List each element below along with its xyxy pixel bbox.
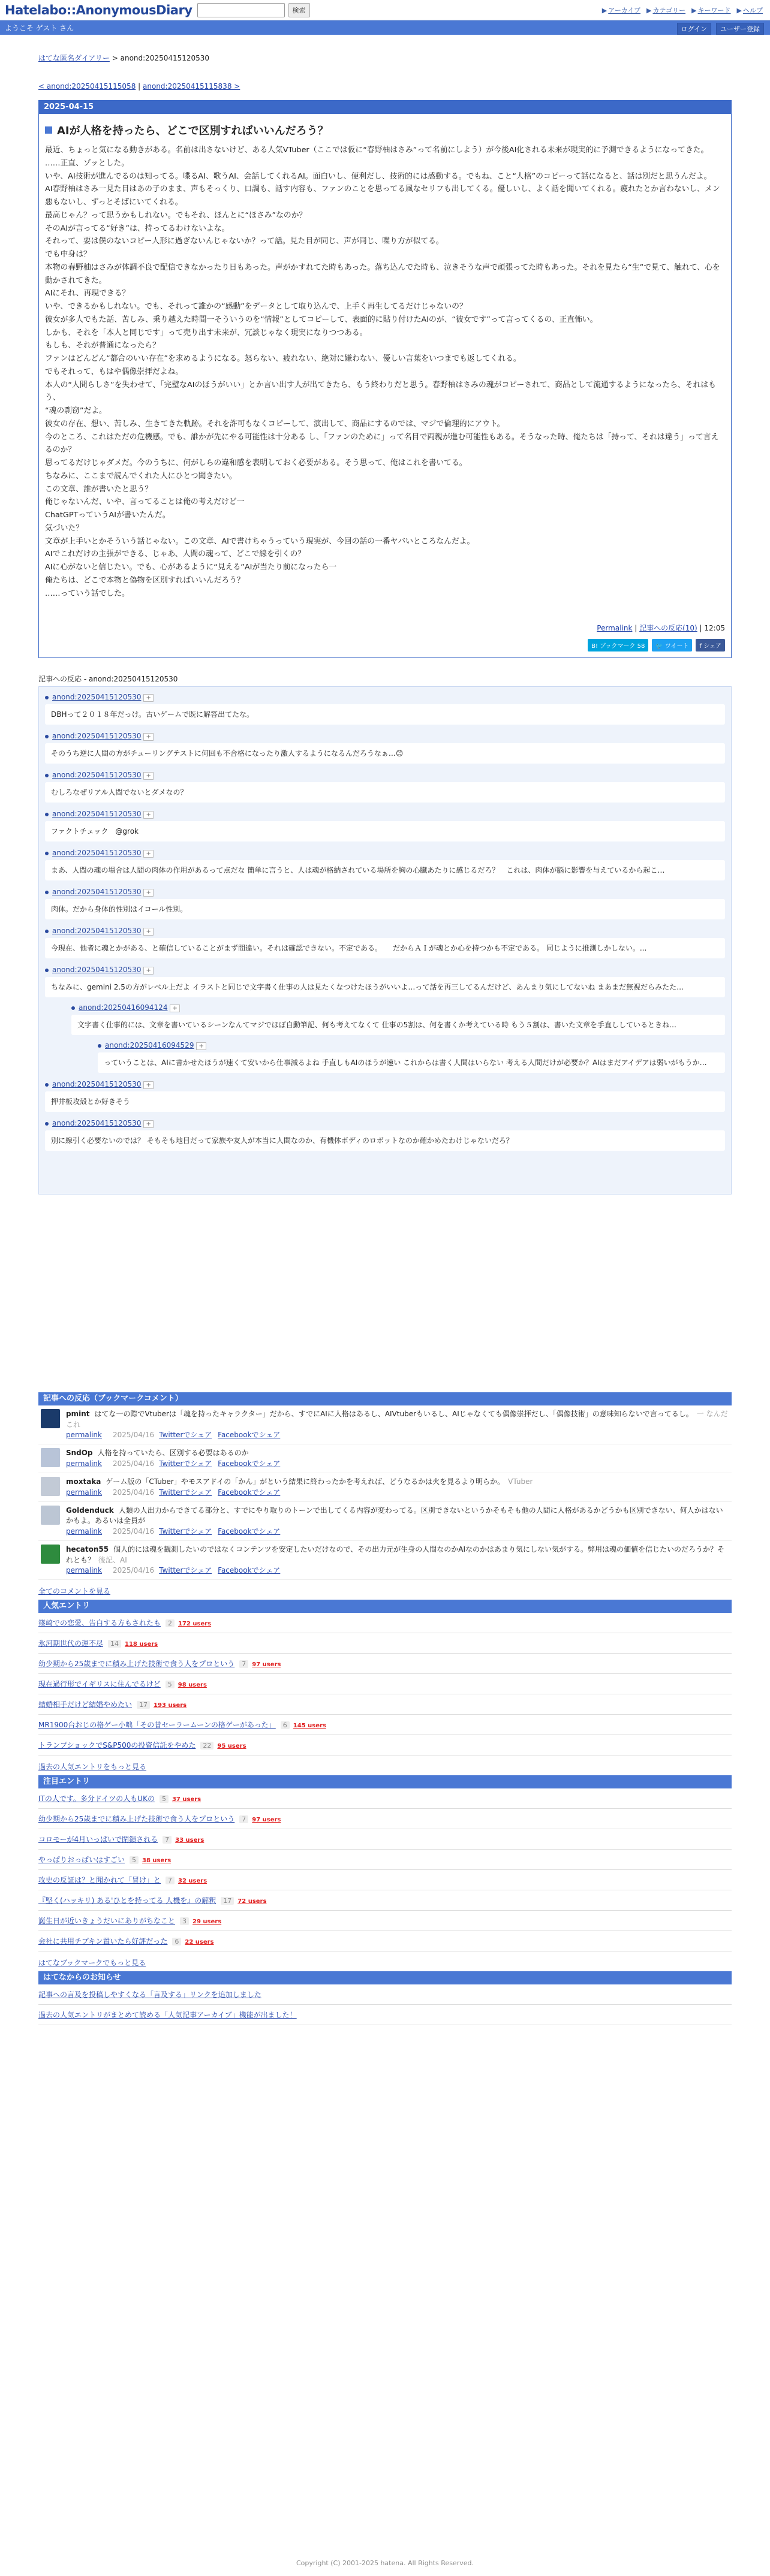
bookmark-comment — [38, 1444, 732, 1473]
next-entry-link[interactable]: anond:20250415115838 > — [143, 82, 240, 91]
entry-row — [38, 1890, 732, 1911]
bookmark-comment — [38, 1502, 732, 1541]
entry-title-link[interactable]: 結婚相手だけど結婚やめたい — [38, 1700, 133, 1709]
top-link-help[interactable] — [737, 5, 763, 15]
reaction-head — [45, 771, 725, 779]
bookmark-user[interactable]: moxtaka — [66, 1477, 101, 1486]
reaction-item — [71, 1003, 725, 1073]
reaction-item — [45, 966, 725, 1073]
article-paragraph: AIにそれ、再現できる？ — [45, 289, 130, 298]
users-count-badge[interactable]: 98 users — [178, 1682, 207, 1689]
facebook-share-label: シェア — [703, 643, 721, 650]
bookmark-comments-list — [38, 1405, 732, 1580]
bullet-icon — [45, 1083, 49, 1087]
bullet-icon — [45, 735, 49, 738]
entry-row — [38, 1674, 732, 1694]
reaction-item — [98, 1041, 725, 1073]
reaction-item — [45, 927, 725, 958]
bookmark-comments-header: 記事への反応（ブックマークコメント） — [38, 1392, 732, 1405]
bookmark-comment-line — [66, 1477, 533, 1487]
bookmark-permalink[interactable]: permalink — [66, 1488, 102, 1497]
post-time: | 12:05 — [697, 624, 725, 633]
bookmark-comment-main — [66, 1506, 729, 1537]
reaction-link[interactable]: anond:20250415120530 — [52, 1119, 142, 1128]
article-paragraph: それって、要は僕のないコピー人形に過ぎないんじゃないか？って話。見た目が同じ、声が同じ、喋り方が似てる。 — [45, 237, 444, 246]
arrow-icon: ▶ — [691, 7, 697, 14]
facebook-share-button[interactable] — [696, 639, 725, 651]
comment-count-badge: 22 — [200, 1742, 213, 1749]
users-count-badge[interactable]: 118 users — [125, 1641, 158, 1648]
article-paragraph: 彼女が多人でもた話、苦しみ、乗り越えた時間一そういうのを“情報”としてコピーして、表面的に貼り付けたAIのが、“彼女です”って言ってくるの、正直怖い。 — [45, 315, 598, 324]
bookmark-comment-text: はてな一の際でVtuberは「魂を持ったキャラクター」だから、すでにAIに人格はあるし、AIVtuberもいるし、AIじゃなくても偶像崇拝だし、「偶像技術」の意味知らないで言ってるし。 — [94, 1410, 693, 1419]
bookmark-date: 2025/04/16 — [113, 1565, 155, 1574]
top-links — [602, 5, 763, 15]
reaction-link[interactable]: anond:20250415120530 — [52, 1080, 142, 1089]
article — [38, 100, 732, 658]
user-avatar-icon[interactable] — [41, 1545, 60, 1564]
reaction-link[interactable]: anond:20250415120530 — [52, 810, 142, 819]
bookmark-comment-text: 人格を持っていたら、区別する必要はあるのか — [97, 1449, 249, 1458]
article-paragraph: 彼女の存在、想い、苦しみ、生きてきた軌跡。それを許可もなくコピーして、演出して、商品にするのでは、マジで倫理的にアウト。 — [45, 419, 505, 429]
bookmark-user[interactable]: hecaton55 — [66, 1545, 109, 1554]
reaction-body: ファクトチェック @grok — [45, 821, 725, 841]
entry-title-link[interactable]: 幼少期から25歳までに積み上げた技術で食う人をプロという — [38, 1660, 235, 1669]
users-count-badge[interactable]: 193 users — [154, 1702, 187, 1709]
category-link[interactable]: カテゴリー — [652, 7, 686, 14]
article-date: 2025-04-15 — [39, 101, 731, 114]
article-footer — [39, 623, 731, 633]
notice-row — [38, 1984, 732, 2005]
page-footer: Copyright (C) 2001-2025 hatena. All Rights Reserved. — [296, 2559, 474, 2567]
hatena-bookmark-button[interactable]: B! ブックマーク 58 — [588, 639, 648, 651]
users-count-badge[interactable]: 97 users — [252, 1661, 281, 1669]
reaction-head — [45, 1119, 725, 1127]
breadcrumb-current: anond:20250415120530 — [120, 54, 210, 62]
reactions-link[interactable]: 記事への反応(10) — [639, 624, 697, 633]
reaction-head — [71, 1003, 725, 1012]
bookmark-comment-line — [66, 1409, 729, 1430]
comment-count-badge: 6 — [281, 1721, 290, 1729]
bookmark-meta — [66, 1488, 533, 1498]
article-paragraph: でも中身は？ — [45, 250, 91, 259]
article-paragraph: でもそれって、もはや偶像崇拝だよね。 — [45, 367, 184, 376]
bookmark-comment-main — [66, 1477, 533, 1498]
reaction-head — [45, 849, 725, 857]
user-actions — [677, 23, 764, 35]
article-body — [39, 144, 731, 600]
facebook-share-link[interactable]: Facebookでシェア — [218, 1488, 281, 1497]
site-logo[interactable]: Hatelabo::AnonymousDiary — [5, 2, 192, 17]
reaction-body: っていうことは、AIに書かせたほうが速くて安いから仕事減るよね 手直しもAIのほうが速い これからは書く人間はいらない 考える人間だけが必要か？AIはまだアイデアは弱いがもうか… — [98, 1052, 725, 1073]
reaction-item — [45, 888, 725, 919]
prev-entry-link[interactable]: < anond:20250415115058 — [38, 82, 136, 91]
users-count-badge[interactable]: 32 users — [178, 1878, 207, 1885]
bookmark-comment-line — [66, 1448, 286, 1458]
entry-title-link[interactable]: ITの人です。多分ドイツの人もUKの — [38, 1794, 155, 1803]
article-paragraph: 最近、ちょっと気になる動きがある。名前は出さないけど、ある人気VTuber（ここでは仮に“春野柚はさみ”って名前にしよう）が今後AI化される未来が現実的に予測できるようになってきた。 — [45, 146, 709, 155]
entry-row — [38, 1911, 732, 1931]
bookmark-comment — [38, 1541, 732, 1580]
reaction-body: 別に線引く必要ないのでは？ そもそも地目だって家族や友人が本当に人間なのか、有機体ボディのロボットなのか確かめたわけじゃないだろ？ — [45, 1130, 725, 1151]
comment-count-badge: 2 — [166, 1619, 175, 1627]
bookmark-meta — [66, 1459, 286, 1469]
facebook-share-link[interactable]: Facebookでシェア — [218, 1527, 281, 1536]
article-paragraph: AIに心がないと信じたい。でも、心があるように“見える”AIが当たり前になったら一 — [45, 563, 337, 572]
share-buttons — [39, 633, 731, 657]
article-paragraph: 今のところ、これはただの危機感。でも、誰かが先にやる可能性は十分ある し、「ファンのために」って名目で両親が進む可能性もある。そうなった時、俺たちは「持って、それは違う」って言えるのか？ — [45, 432, 719, 455]
comment-count-badge: 17 — [137, 1701, 150, 1709]
article-paragraph: ChatGPTっていうAIが書いたんだ。 — [45, 511, 170, 520]
user-avatar-icon[interactable] — [41, 1409, 60, 1428]
reaction-head — [45, 732, 725, 740]
entry-row — [38, 1809, 732, 1829]
user-avatar-icon[interactable] — [41, 1448, 60, 1467]
reaction-head — [45, 693, 725, 701]
bullet-icon — [98, 1044, 101, 1048]
entry-title-link[interactable]: 攻史の反証は？と聞かれて「冒け」と — [38, 1876, 161, 1885]
reaction-item — [45, 1080, 725, 1112]
expand-icon[interactable]: + — [143, 694, 153, 702]
bookmark-date: 2025/04/16 — [113, 1459, 155, 1468]
expand-icon[interactable]: + — [143, 811, 153, 819]
expand-icon[interactable]: + — [143, 1120, 153, 1128]
bookmark-meta — [66, 1527, 729, 1537]
bookmark-date: 2025/04/16 — [113, 1527, 155, 1536]
popular-entries-list — [38, 1613, 732, 1755]
users-count-badge[interactable]: 97 users — [252, 1817, 281, 1824]
reaction-link[interactable]: anond:20250415120530 — [52, 771, 142, 780]
comment-count-badge: 5 — [166, 1681, 175, 1688]
popular-entries-header: 人気エントリ — [38, 1600, 732, 1613]
reactions-tree — [38, 686, 732, 1195]
reaction-item — [45, 810, 725, 841]
bookmark-comment — [38, 1405, 732, 1444]
top-header — [0, 0, 770, 20]
reaction-head — [98, 1041, 725, 1049]
article-paragraph: いや、AI技術が進んでるのは知ってる。喋るAI、歌うAI、会話してくれるAI。面白いし、便利だし、技術的には感動する。でもね、こと“人格”のコピーって話になると、話は別だと思うんだよ。 — [45, 171, 712, 181]
bullet-icon — [45, 774, 49, 777]
facebook-share-link[interactable]: Facebookでシェア — [218, 1431, 281, 1440]
notices-header: はてなからのお知らせ — [38, 1971, 732, 1984]
article-title-text: AIが人格を持ったら、どこで区別すればいいんだろう？ — [57, 125, 329, 137]
article-paragraph: 文章が上手いとかそういう話じゃない。この文章、AIで書けちゃうっていう現実が、今回の話の一番ヤバいところなんだよ。 — [45, 536, 475, 546]
bullet-icon — [45, 891, 49, 894]
bird-icon: 🐦 — [655, 643, 665, 650]
bookmark-comment-main — [66, 1545, 729, 1576]
expand-icon[interactable]: + — [143, 772, 153, 780]
reaction-item — [45, 849, 725, 880]
bullet-icon — [45, 969, 49, 972]
bookmark-comments-section — [38, 1392, 732, 2025]
bookmark-comment-text: ゲーム版の「CTuber」やモスアドイの「かん」がという結果に終わったかを考えれば、どうなるかは火を見るより明らか。 — [106, 1477, 505, 1486]
top-link-archive[interactable] — [602, 5, 640, 15]
reaction-head — [45, 927, 725, 935]
bookmark-comment-line — [66, 1506, 729, 1527]
bullet-icon — [45, 696, 49, 699]
expand-icon[interactable]: + — [143, 850, 153, 858]
users-count-badge[interactable]: 33 users — [175, 1837, 204, 1844]
comment-count-badge: 3 — [180, 1917, 189, 1925]
featured-entries-header: 注目エントリ — [38, 1775, 732, 1788]
all-comments-link[interactable]: 全てのコメントを見る — [38, 1587, 111, 1596]
more-popular-link[interactable]: 過去の人気エントリをもっと見る — [38, 1763, 147, 1772]
register-button[interactable]: ユーザー登録 — [716, 23, 764, 35]
users-count-badge[interactable]: 38 users — [142, 1857, 172, 1865]
twitter-share-link[interactable]: Twitterでシェア — [159, 1488, 212, 1497]
comment-count-badge: 7 — [239, 1660, 248, 1668]
bookmark-tag[interactable]: 一 なんだこれ — [66, 1410, 728, 1429]
twitter-share-link[interactable]: Twitterでシェア — [159, 1459, 212, 1468]
users-count-badge[interactable]: 29 users — [192, 1919, 222, 1926]
comment-count-badge: 7 — [163, 1836, 172, 1844]
main-content — [0, 53, 770, 2025]
entry-title-link[interactable]: 誕生日が近いきょうだいにありがちなこと — [38, 1917, 176, 1926]
more-featured-link[interactable]: はてなブックマークでもっと見る — [38, 1959, 146, 1968]
welcome-text: ようこそ ゲスト さん — [5, 23, 74, 32]
article-paragraph: 気づいた？ — [45, 523, 83, 533]
twitter-share-link[interactable]: Twitterでシェア — [159, 1431, 212, 1440]
bookmark-permalink[interactable]: permalink — [66, 1431, 102, 1440]
reaction-head — [45, 966, 725, 974]
article-paragraph: 俺たちは、どこで本物と偽物を区別すればいいんだろう？ — [45, 575, 245, 585]
bullet-icon — [45, 813, 49, 816]
entry-row — [38, 1613, 732, 1633]
article-paragraph: ファンはどんどん“都合のいい存在”を求めるようになる。怒らない、疲れない、絶対に嫌わない、優しい言葉をいつまでも返してくれる。 — [45, 354, 521, 363]
expand-icon[interactable]: + — [143, 967, 153, 975]
entry-navigation — [38, 82, 732, 91]
entry-row — [38, 1633, 732, 1654]
users-count-badge[interactable]: 172 users — [178, 1621, 212, 1628]
reaction-item — [45, 1119, 725, 1151]
breadcrumb-separator: > — [109, 54, 121, 62]
top-link-keyword[interactable] — [691, 5, 730, 15]
bookmark-tag[interactable]: 後記、AI — [98, 1555, 127, 1564]
bookmark-permalink[interactable]: permalink — [66, 1459, 102, 1468]
reaction-body: 肉体。だから身体的性別はイコール性別。 — [45, 899, 725, 919]
bookmark-permalink[interactable]: permalink — [66, 1565, 102, 1574]
reactions-header: 記事への反応 - anond:20250415120530 — [38, 675, 178, 684]
bookmark-comment-line — [66, 1545, 729, 1565]
bookmark-comment-text: 人類の人出力からできてる部分と、すでにやり取りのトーンで出してくる内容が変わってる。区別できないというかそもそも他の人間に人格があるかどうかも区別できない、何人かはないかもよ。あるいは全員が — [66, 1506, 723, 1525]
help-link[interactable]: ヘルプ — [743, 7, 763, 14]
tweet-button[interactable] — [652, 639, 692, 651]
reaction-body: 文字書く仕事的には、文章を書いているシーンなんてマジでほぼ自動筆記、何も考えてなくて 仕事の5割は、何を書くか考えている時 もう５割は、書いた文章を手直ししているときね… — [71, 1015, 725, 1035]
reaction-item — [45, 732, 725, 764]
entry-row — [38, 1850, 732, 1870]
comment-count-badge: 6 — [172, 1938, 181, 1945]
article-paragraph: しかも、それを「本人と同じです」って売り出す未来が、冗談じゃなく現実になりつつある。 — [45, 328, 368, 337]
reaction-link[interactable]: anond:20250415120530 — [52, 966, 142, 975]
entry-row — [38, 1870, 732, 1890]
arrow-icon: ▶ — [736, 7, 742, 14]
entry-title-link[interactable]: やっぱりおっぱいはすごい — [38, 1856, 125, 1865]
article-paragraph: 本人の“人間らしさ”を失わせて、「完璧なAIのほうがいい」とか言い出す人が出てきたら、もう終わりだと思う。春野柚はさみの魂がコピーされて、商品として流通するようになったら、それはもう、 — [45, 380, 716, 403]
article-paragraph: AI春野柚はさみ一見た目はあの子のまま、声もそっくり、口調も、話す内容も、ファンのことを思ってる風なセリフも出してくる。優しいし、よく話を聞いてくれる。疲れたとか言わないし、メン悪もないし、ずっとそばにいてくれる。 — [45, 185, 720, 207]
reaction-head — [45, 810, 725, 818]
facebook-share-link[interactable]: Facebookでシェア — [218, 1459, 281, 1468]
twitter-share-link[interactable]: Twitterでシェア — [159, 1527, 212, 1536]
nav-separator: | — [136, 82, 143, 91]
bookmark-comment-main — [66, 1409, 729, 1440]
bookmark-user[interactable]: SndOp — [66, 1449, 93, 1458]
entry-row — [38, 1931, 732, 1951]
expand-icon[interactable]: + — [143, 889, 153, 897]
bullet-icon — [45, 930, 49, 933]
breadcrumb — [38, 53, 732, 63]
entry-row — [38, 1654, 732, 1674]
reaction-head — [45, 1080, 725, 1088]
entry-title-link[interactable]: 『堅く(ハッキリ) ある'ひとを持ってる 人機を』の解釈 — [38, 1896, 216, 1905]
reaction-head — [45, 888, 725, 896]
bookmark-tag[interactable]: VTuber — [508, 1477, 533, 1486]
bookmark-permalink[interactable]: permalink — [66, 1527, 102, 1536]
article-paragraph: もしも、それが普通になったら？ — [45, 341, 160, 351]
comment-count-badge: 17 — [221, 1897, 234, 1905]
article-paragraph: ちなみに、ここまで読んでくれた人にひとつ聞きたい。 — [45, 471, 237, 481]
breadcrumb-home[interactable]: はてな匿名ダイアリー — [38, 54, 110, 62]
reaction-link[interactable]: anond:20250415120530 — [52, 888, 142, 897]
user-avatar-icon[interactable] — [41, 1477, 60, 1496]
permalink-link[interactable]: Permalink — [597, 624, 633, 633]
article-paragraph: AIでこれだけの主張ができる、じゃあ、人間の魂って、どこで線を引くの？ — [45, 550, 306, 559]
entry-title-link[interactable]: 氷河期世代の運不尽 — [38, 1639, 104, 1648]
entry-title-link[interactable]: MR1900台おじの格ゲー小咄「その昔セーラームーンの格ゲーがあった」 — [38, 1721, 276, 1730]
article-paragraph: “魂の剽窃”だよ。 — [45, 406, 107, 415]
comment-count-badge: 5 — [130, 1856, 139, 1864]
users-count-badge[interactable]: 95 users — [217, 1743, 246, 1750]
entry-title-link[interactable]: 会社に共用チプキン置いたら好評だった — [38, 1937, 168, 1946]
entry-title-link[interactable]: 篠崎での恋愛、告白する方もされたも — [38, 1619, 161, 1628]
article-paragraph: いや、できるかもしれない。でも、それって誰かの“感動”をデータとして取り込んで、上手く再生してるだけじゃないの？ — [45, 302, 467, 311]
users-count-badge[interactable]: 72 users — [237, 1898, 267, 1905]
entry-row — [38, 1694, 732, 1715]
bookmark-meta — [66, 1430, 729, 1440]
notice-link[interactable]: 過去の人気エントリがまとめて読める「人気記事アーカイブ」機能が出ました！ — [38, 2011, 297, 2020]
tweet-label: ツイート — [664, 643, 689, 650]
reaction-body: 押井板攻殻とか好きそう — [45, 1091, 725, 1112]
bookmark-comment — [38, 1473, 732, 1502]
reaction-link[interactable]: anond:20250415120530 — [52, 732, 142, 741]
article-paragraph: ……っていう話でした。 — [45, 589, 130, 598]
reaction-link[interactable]: anond:20250416094124 — [79, 1003, 168, 1012]
top-link-category[interactable] — [646, 5, 685, 15]
users-count-badge[interactable]: 145 users — [293, 1723, 326, 1730]
expand-icon[interactable]: + — [196, 1042, 206, 1050]
facebook-icon: f — [699, 643, 704, 650]
entry-row — [38, 1735, 732, 1755]
user-avatar-icon[interactable] — [41, 1506, 60, 1525]
expand-icon[interactable]: + — [143, 1081, 153, 1089]
article-paragraph: 思ってるだけじゃダメだ。今のうちに、何がしらの違和感を表明しておく必要がある。そう思って、俺はこれを書いてる。 — [45, 459, 467, 467]
comment-count-badge: 5 — [160, 1795, 169, 1803]
article-paragraph: 最高じゃん？って思うかもしれない。でもそれ、ほんとに“ほさみ”なのか？ — [45, 210, 307, 220]
arrow-icon: ▶ — [646, 7, 652, 14]
bullet-icon — [45, 852, 49, 855]
reaction-body: まあ、人間の魂の場合は人間の肉体の作用があるって点だな 簡単に言うと、人は魂が格納されている場所を胸の心臓あたりに感じるだろ？ これは、肉体が脳に影響を与えているから起こ… — [45, 860, 725, 880]
bookmark-comment-text: 個人的には魂を観測したいのではなくコンテンツを安定したいだけなので、その出力元が生身の人間なのかAIなのかはあまり気にしない気がする。弊用は魂の価値を信じたいのだろうか？それとも？ — [66, 1545, 725, 1564]
bullet-icon — [71, 1006, 75, 1010]
archive-link[interactable]: アーカイブ — [608, 7, 641, 14]
search-input[interactable] — [197, 3, 285, 17]
expand-icon[interactable]: + — [143, 733, 153, 741]
reaction-body: ちなみに、gemini 2.5の方がレベル上だよ イラストと同じで文字書く仕事の人は見たくなつけたほうがいいよ…って話を再三してるんだけど、あんまり気にしてないね まあまだ無視だらみたた… — [45, 977, 725, 997]
keyword-link[interactable]: キーワード — [697, 7, 731, 14]
reaction-link[interactable]: anond:20250415120530 — [52, 693, 142, 702]
expand-icon[interactable]: + — [170, 1005, 179, 1012]
arrow-icon: ▶ — [601, 7, 607, 14]
square-icon — [45, 126, 52, 134]
users-count-badge[interactable]: 37 users — [172, 1796, 201, 1803]
article-paragraph: 本物の春野柚はさみが体調不良で配信できなかったり日もあった。声がかすれてた時もあった。落ち込んでた時も、泣きそうな声で頑張ってた時もあった。それを見たら“生”で見て、触れて、心を動かされてきた。 — [45, 263, 720, 285]
reaction-link[interactable]: anond:20250416094529 — [105, 1041, 194, 1050]
reaction-body: むしろなぜリアル人間でないとダメなの？ — [45, 782, 725, 803]
expand-icon[interactable]: + — [143, 928, 153, 936]
entry-title-link[interactable]: 幼少期から25歳までに積み上げた技術で食う人をプロという — [38, 1815, 235, 1824]
search-button[interactable]: 検索 — [288, 3, 310, 17]
comment-count-badge: 7 — [239, 1815, 248, 1823]
notices-list — [38, 1984, 732, 2025]
facebook-share-link[interactable]: Facebookでシェア — [218, 1565, 281, 1574]
reaction-link[interactable]: anond:20250415120530 — [52, 927, 142, 936]
reaction-link[interactable]: anond:20250415120530 — [52, 849, 142, 858]
featured-entries-list — [38, 1788, 732, 1951]
footer-separator: | — [632, 624, 640, 633]
user-bar — [0, 20, 770, 35]
bookmark-meta — [66, 1565, 729, 1576]
bookmark-date: 2025/04/16 — [113, 1488, 155, 1497]
article-paragraph: この文章、誰が書いたと思う？ — [45, 484, 153, 494]
reaction-item — [45, 693, 725, 725]
reaction-body: DBHって２０１８年だっけ。古いゲームで既に解答出てたな。 — [45, 704, 725, 725]
entry-row — [38, 1788, 732, 1809]
entry-title-link[interactable]: 現在過行形でイギリスに住んでるけど — [38, 1680, 161, 1689]
article-paragraph: ……正直、ゾッとした。 — [45, 158, 129, 168]
comment-count-badge: 7 — [166, 1877, 175, 1884]
bookmark-user[interactable]: Goldenduck — [66, 1506, 114, 1515]
comment-count-badge: 14 — [108, 1640, 121, 1648]
reaction-body: そのうち逆に人間の方がチューリングテストに何回も不合格になったり激人するようになるんだろうなぁ…😊 — [45, 743, 725, 764]
article-paragraph: 俺じゃないんだ、いや、言ってることは俺の考えだけど一 — [45, 497, 245, 507]
reaction-body: 今現在、他者に魂とかがある、と確信していることがまず間違い。それは確認できない。不定である。 だからＡＩが魂とか心を持つかも不定である。 同じように推測しかしない。... — [45, 938, 725, 958]
twitter-share-link[interactable]: Twitterでシェア — [159, 1565, 212, 1574]
bookmark-user[interactable]: pmint — [66, 1410, 90, 1419]
notice-row — [38, 2005, 732, 2025]
article-paragraph: そのAIが言ってる“好き”は、持ってるわけないよな。 — [45, 224, 230, 233]
bookmark-date: 2025/04/16 — [113, 1431, 155, 1440]
entry-title-link[interactable]: コロモーが4月いっぱいで閉鎖される — [38, 1835, 158, 1844]
notice-link[interactable]: 記事への言及を投稿しやすくなる「言及する」リンクを追加しました — [38, 1990, 261, 1999]
login-button[interactable]: ログイン — [677, 23, 711, 35]
bullet-icon — [45, 1122, 49, 1126]
article-title — [39, 114, 731, 144]
reaction-item — [45, 771, 725, 803]
users-count-badge[interactable]: 22 users — [185, 1939, 214, 1946]
bookmark-comment-main — [66, 1448, 286, 1469]
entry-title-link[interactable]: トランプショックでS&P500の投資信託をやめた — [38, 1741, 196, 1750]
entry-row — [38, 1715, 732, 1735]
entry-row — [38, 1829, 732, 1850]
